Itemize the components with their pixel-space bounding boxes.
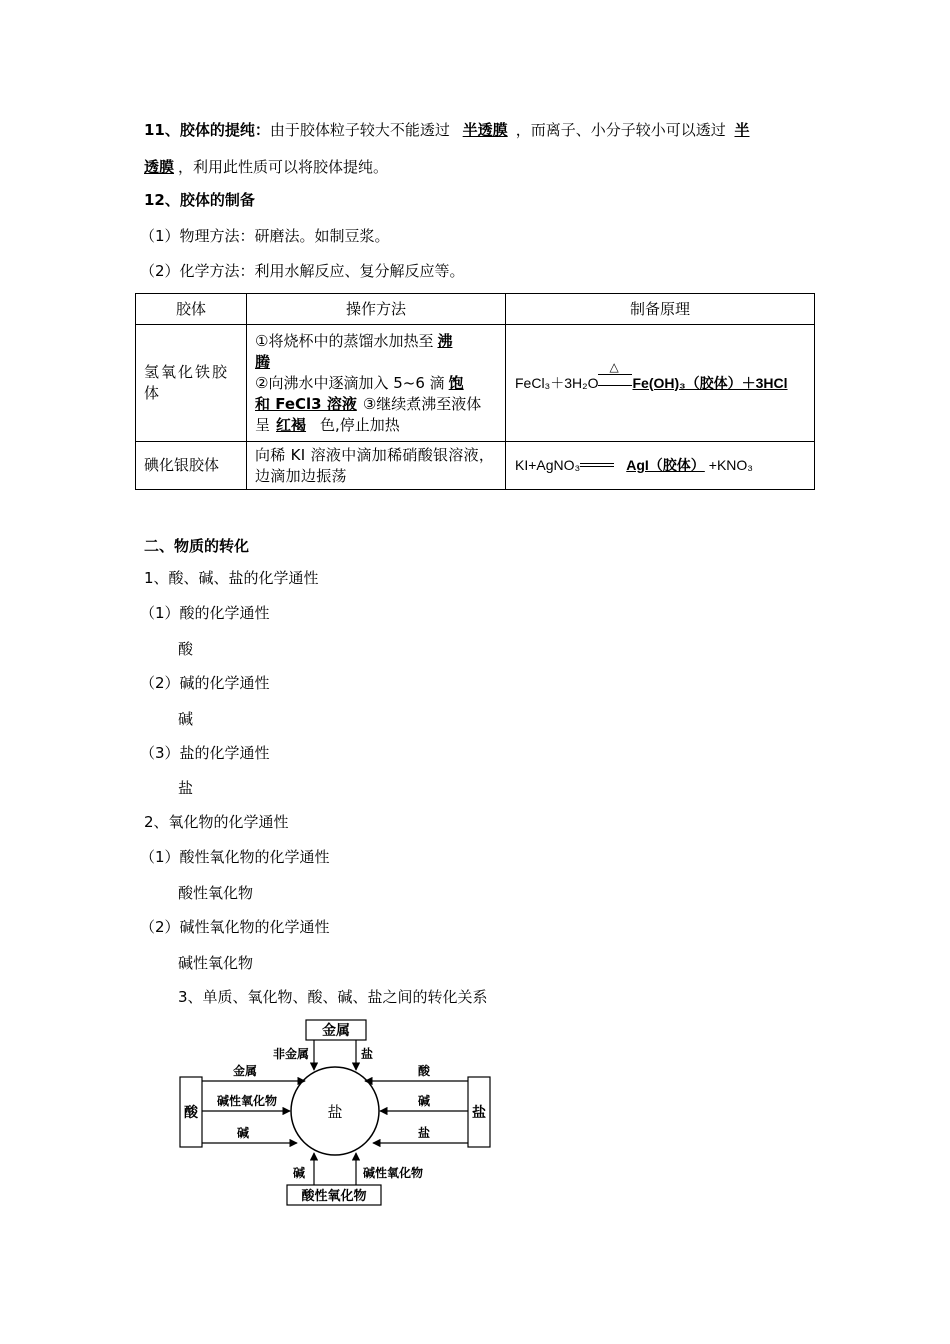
row1-op-step1: ①将烧杯中的蒸馏水加热至 (255, 331, 434, 350)
table-header-row (136, 294, 815, 325)
label-left-mid: 碱性氧化物 (216, 1094, 278, 1108)
part2-s1-2: （2）碱的化学通性 (140, 674, 270, 692)
sec11-heading: 11、胶体的提纯： (144, 121, 270, 139)
part2-s1-1: （1）酸的化学通性 (140, 604, 270, 622)
sec11-blank2b: 透膜 (144, 158, 175, 176)
header-colloid: 胶体 (136, 294, 247, 325)
sec11-blank1: 半透膜 (462, 121, 508, 139)
label-bottom-right: 碱性氧化物 (363, 1166, 424, 1180)
part2-heading: 二、物质的转化 (144, 537, 250, 555)
part2-s2: 2、氧化物的化学通性 (144, 813, 289, 831)
sec11-text3: ，利用此性质可以将胶体提纯。 (178, 158, 389, 176)
row1-eq-left: FeCl₃＋3H₂O (515, 374, 599, 391)
bottom-box-label: 酸性氧化物 (301, 1189, 367, 1204)
sec11-line2 (144, 157, 388, 177)
row2-operation: 向稀 KI 溶液中滴加稀硝酸银溶液，边滴加边振荡 (247, 442, 506, 490)
row1-blank-boil-1: 沸 (437, 331, 453, 350)
sec11-text2: ，而离子、小分子较小可以透过 (515, 121, 726, 139)
table-row (136, 325, 815, 442)
part2-s1-2-label: 碱 (178, 710, 194, 728)
row1-eq-sign (598, 359, 632, 386)
part2-s2-1-label: 酸性氧化物 (178, 884, 254, 902)
row1-blank-boil-2: 腾 (255, 352, 271, 371)
part2-s1-1-label: 酸 (178, 640, 194, 658)
row1-blank-color: 红褐 (276, 415, 307, 434)
sec12-item2: （2）化学方法：利用水解反应、复分解反应等。 (140, 262, 465, 280)
top-box-label: 金属 (322, 1023, 350, 1039)
row2-eq-right: +KNO₃ (708, 457, 754, 473)
conversion-diagram (175, 1015, 505, 1210)
row2-eq-sign (580, 463, 614, 467)
label-right-top: 酸 (417, 1064, 431, 1078)
sec11-line1 (144, 120, 754, 140)
row1-op-step3b: 呈 (255, 415, 271, 434)
row2-colloid-name: 碘化银胶体 (136, 442, 247, 490)
part2-s1: 1、酸、碱、盐的化学通性 (144, 569, 319, 587)
center-label: 盐 (327, 1103, 343, 1121)
label-right-mid: 碱 (417, 1094, 431, 1108)
row1-op-step2: ②向沸水中逐滴加入 5~6 滴 (255, 373, 445, 392)
sec12-heading: 12、胶体的制备 (144, 191, 255, 209)
row1-eq-right: Fe(OH)₃（胶体）＋3HCl (632, 374, 788, 391)
table-row (136, 442, 815, 490)
label-left-bot: 碱 (236, 1126, 250, 1140)
sec11-blank2a: 半 (734, 121, 750, 139)
row2-eq-blank: AgI（胶体） (626, 457, 705, 473)
right-box-label: 盐 (472, 1105, 486, 1121)
label-left-top: 金属 (232, 1064, 258, 1078)
part2-s2-2: （2）碱性氧化物的化学通性 (140, 918, 330, 936)
sec11-text1: 由于胶体粒子较大不能透过 (269, 121, 450, 139)
header-operation: 操作方法 (247, 294, 506, 325)
part2-s1-3-label: 盐 (178, 779, 194, 797)
row1-operation (247, 325, 506, 442)
row2-equation (506, 442, 815, 490)
row1-equation (506, 325, 815, 442)
label-top-right: 盐 (361, 1047, 374, 1061)
row1-op-step3: ③继续煮沸至液体 (362, 394, 482, 413)
part2-s3: 3、单质、氧化物、酸、碱、盐之间的转化关系 (178, 988, 488, 1006)
left-box-label: 酸 (184, 1105, 198, 1121)
row1-colloid-name: 氢氧化铁胶体 (136, 325, 247, 442)
part2-s2-2-label: 碱性氧化物 (178, 954, 254, 972)
part2-s2-1: （1）酸性氧化物的化学通性 (140, 848, 330, 866)
heat-condition-icon: △ (609, 359, 619, 374)
row1-op-step3c: 色,停止加热 (320, 415, 400, 434)
part2-s1-3: （3）盐的化学通性 (140, 744, 270, 762)
label-bottom-left: 碱 (292, 1166, 305, 1180)
row2-eq-left: KI+AgNO₃ (515, 457, 581, 473)
sec12-item1: （1）物理方法：研磨法。如制豆浆。 (140, 227, 390, 245)
row1-blank-fecl3-1: 饱 (448, 373, 464, 392)
colloid-prep-table (135, 293, 815, 490)
header-principle: 制备原理 (506, 294, 815, 325)
label-right-bot: 盐 (417, 1126, 431, 1140)
row1-blank-fecl3-2: 和 FeCl3 溶液 (255, 394, 357, 413)
label-top-left: 非金属 (272, 1047, 309, 1061)
